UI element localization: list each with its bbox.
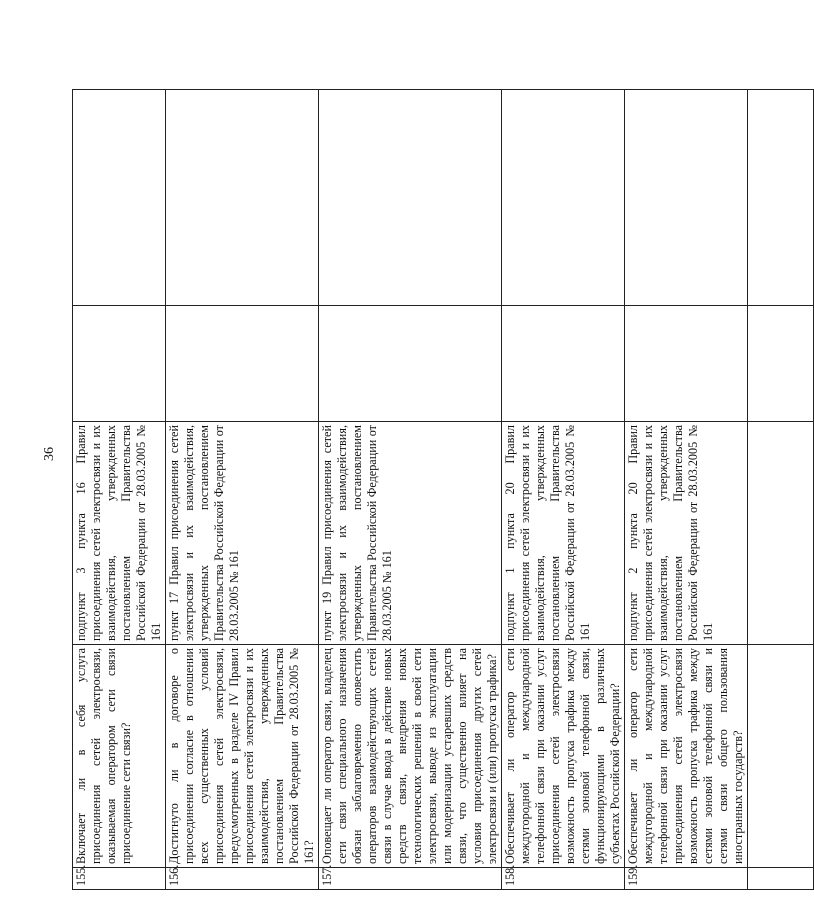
empty-cell xyxy=(502,90,625,306)
empty-cell xyxy=(748,306,814,422)
empty-cell xyxy=(748,90,814,306)
reference-cell: подпункт 2 пункта 20 Правил присоединения сетей электросвязи и их взаимодействия, утвержденных постановлением Правительства Российской Федерации от 28.03.2005 № 161 xyxy=(625,422,748,645)
reference-cell: подпункт 1 пункта 20 Правил присоединения сетей электросвязи и их взаимодействия, утвержденных постановлением Правительства Российской Федерации от 28.03.2005 № 161 xyxy=(502,422,625,645)
checklist-table-rotated xyxy=(72,90,745,890)
empty-cell xyxy=(319,90,502,306)
table-row-empty xyxy=(748,90,814,890)
table-row xyxy=(73,90,166,890)
empty-cell xyxy=(73,306,166,422)
question-cell: Достигнуто ли в договоре о присоединении согласие в отношении всех существенных условий присоединения сетей электросвязи, предусмотренных в разделе IV Правил присоединения сетей электросвязи и их взаимодействия, утвержденных постановлением Правительства Российской Федерации от 28.03.2005 № 161? xyxy=(166,645,319,868)
question-cell: Обеспечивает ли оператор сети междугородной и международной телефонной связи при оказании услуг присоединения сетей электросвязи возможность пропуска трафика между сетями зоновой телефонной связи и сетями связи общего пользования иностранных государств? xyxy=(625,645,748,868)
question-cell: Включает ли в себя услуга присоединения сетей электросвязи, оказываемая оператором сети связи присоединение сети связи? xyxy=(73,645,166,868)
empty-cell xyxy=(748,422,814,645)
empty-cell xyxy=(748,868,814,890)
reference-cell: пункт 19 Правил присоединения сетей электросвязи и их взаимодействия, утвержденных постановлением Правительства Российской Федерации от 28.03.2005 № 161 xyxy=(319,422,502,645)
table-row xyxy=(625,90,748,890)
question-cell: Оповещает ли оператор связи, владелец сети связи специального назначения обязан заблаговременно оповестить операторов взаимодействующих сетей связи в случае ввода в действие новых средств связи, внедрения новых технологических решений в своей сети электросвязи, выводе из эксплуатации или модернизации устаревших средств связи, что существенно влияет на условия присоединения других сетей электросвязи и (или) пропуска трафика? xyxy=(319,645,502,868)
page-number: 36 xyxy=(42,447,57,461)
reference-cell: пункт 17 Правил присоединения сетей электросвязи и их взаимодействия, утвержденных постановлением Правительства Российской Федерации от 28.03.2005 № 161 xyxy=(166,422,319,645)
row-number: 158. xyxy=(502,868,625,890)
empty-cell xyxy=(625,90,748,306)
row-number: 157. xyxy=(319,868,502,890)
table-row xyxy=(166,90,319,890)
reference-cell: подпункт 3 пункта 16 Правил присоединения сетей электросвязи и их взаимодействия, утвержденных постановлением Правительства Российской Федерации от 28.03.2005 № 161 xyxy=(73,422,166,645)
row-number: 156. xyxy=(166,868,319,890)
empty-cell xyxy=(319,306,502,422)
table-row xyxy=(502,90,625,890)
checklist-table xyxy=(72,89,814,890)
row-number: 155. xyxy=(73,868,166,890)
empty-cell xyxy=(748,645,814,868)
table-row xyxy=(319,90,502,890)
row-number: 159. xyxy=(625,868,748,890)
empty-cell xyxy=(166,306,319,422)
empty-cell xyxy=(625,306,748,422)
empty-cell xyxy=(166,90,319,306)
empty-cell xyxy=(73,90,166,306)
question-cell: Обеспечивает ли оператор сети междугородной и международной телефонной связи при оказании услуг присоединения сетей электросвязи возможность пропуска трафика между сетями зоновой телефонной связи, функционирующими в различных субъектах Российской Федерации? xyxy=(502,645,625,868)
empty-cell xyxy=(502,306,625,422)
